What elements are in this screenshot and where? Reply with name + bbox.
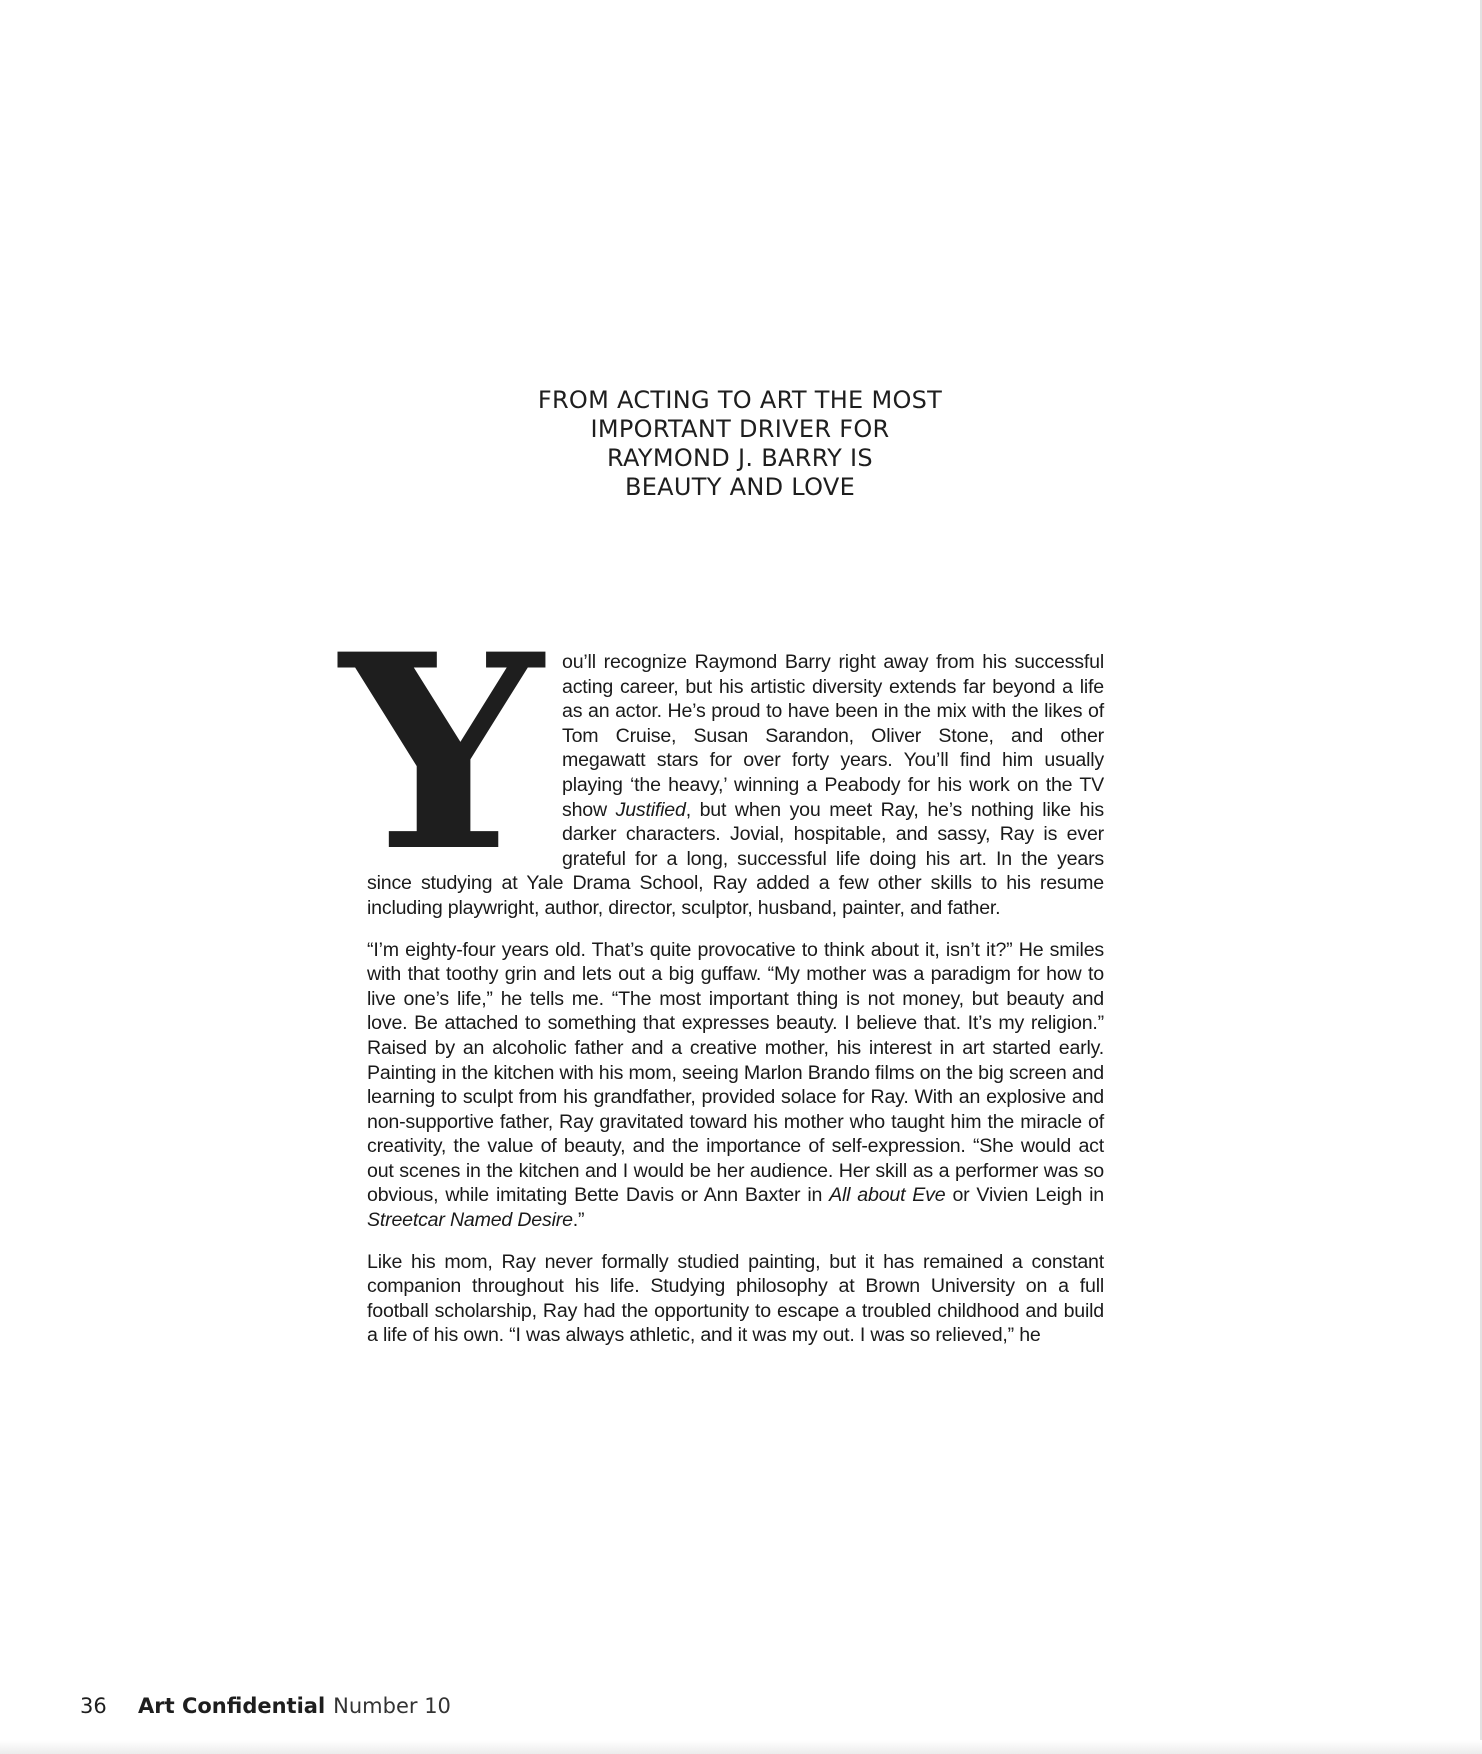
issue-number: Number 10 — [333, 1694, 451, 1718]
article-body — [340, 596, 1105, 1365]
paragraph-text: , but when you meet Ray, he’s nothing like his darker characters. Jovial, hospitable, and sassy, Ray is ever grateful for a long, successful life doing his art. In the years since studying at Yale Drama School, Ray added a few other skills to his resume including playwright, author, director, sculptor, husband, painter, and father. — [367, 798, 1105, 919]
page-footer — [80, 1694, 451, 1718]
paragraph-text: .” — [572, 1209, 585, 1232]
paragraph-text: or Vivien Leigh in — [945, 1184, 1104, 1207]
paragraph-text: ou’ll recognize Raymond Barry right away from his successful acting career, but his artistic diversity extends far beyond a life as an actor. He’s proud to have been in the mix with the likes of Tom Cruise, Susan Sarandon, Oliver Stone, and other megawatt stars for over forty years. You’ll find him usually playing ‘the heavy,’ winning a Peabody for his work on the TV show — [562, 651, 1104, 821]
article-paragraph: Like his mom, Ray never formally studied painting, but it has remained a constant companion throughout his life. Studying philosophy at Brown University on a full football scholarship, Ray had the opportunity to escape a troubled childhood and build a life of his own. “I was always athletic, and it was my out. I was so relieved,” he — [367, 1250, 1104, 1347]
film-title: All about Eve — [829, 1184, 946, 1207]
page-bottom-shadow — [0, 1740, 1482, 1754]
paragraph-text: “I’m eighty-four years old. That’s quite provocative to think about it, isn’t it?” He smiles with that toothy grin and lets out a big guffaw. “My mother was a paradigm for how to live one’s life,” he tells me. “The most important thing is not money, but beauty and love. Be attached to something that expresses beauty. I believe that. It’s my religion.” Raised by an alcoholic father and a creative mother, his interest in art started early. Painting in the kitchen with his mom, seeing Marlon Brando films on the big screen and learning to sculpt from his grandfather, provided solace for Ray. With an explosive and non-supportive father, Ray gravitated toward his mother who taught him the miracle of creativity, the value of beauty, and the importance of self-expression. “She would act out scenes in the kitchen and I would be her audience. Her skill as a performer was so obvious, while imitating Bette Davis or Ann Baxter in — [367, 938, 1104, 1207]
drop-cap: Y — [340, 596, 543, 911]
article-headline — [430, 386, 1050, 502]
film-title: Streetcar Named Desire — [367, 1209, 573, 1232]
article-paragraph — [340, 596, 1105, 921]
article-paragraph — [367, 938, 1104, 1233]
headline-line: RAYMOND J. BARRY IS — [607, 444, 873, 472]
magazine-title: Art Confidential — [138, 1694, 326, 1718]
headline-line: IMPORTANT DRIVER FOR — [590, 415, 890, 443]
headline-line: BEAUTY AND LOVE — [624, 473, 856, 501]
show-title: Justified — [615, 798, 686, 821]
headline-line: FROM ACTING TO ART THE MOST — [537, 386, 943, 414]
page-number: 36 — [80, 1694, 107, 1718]
